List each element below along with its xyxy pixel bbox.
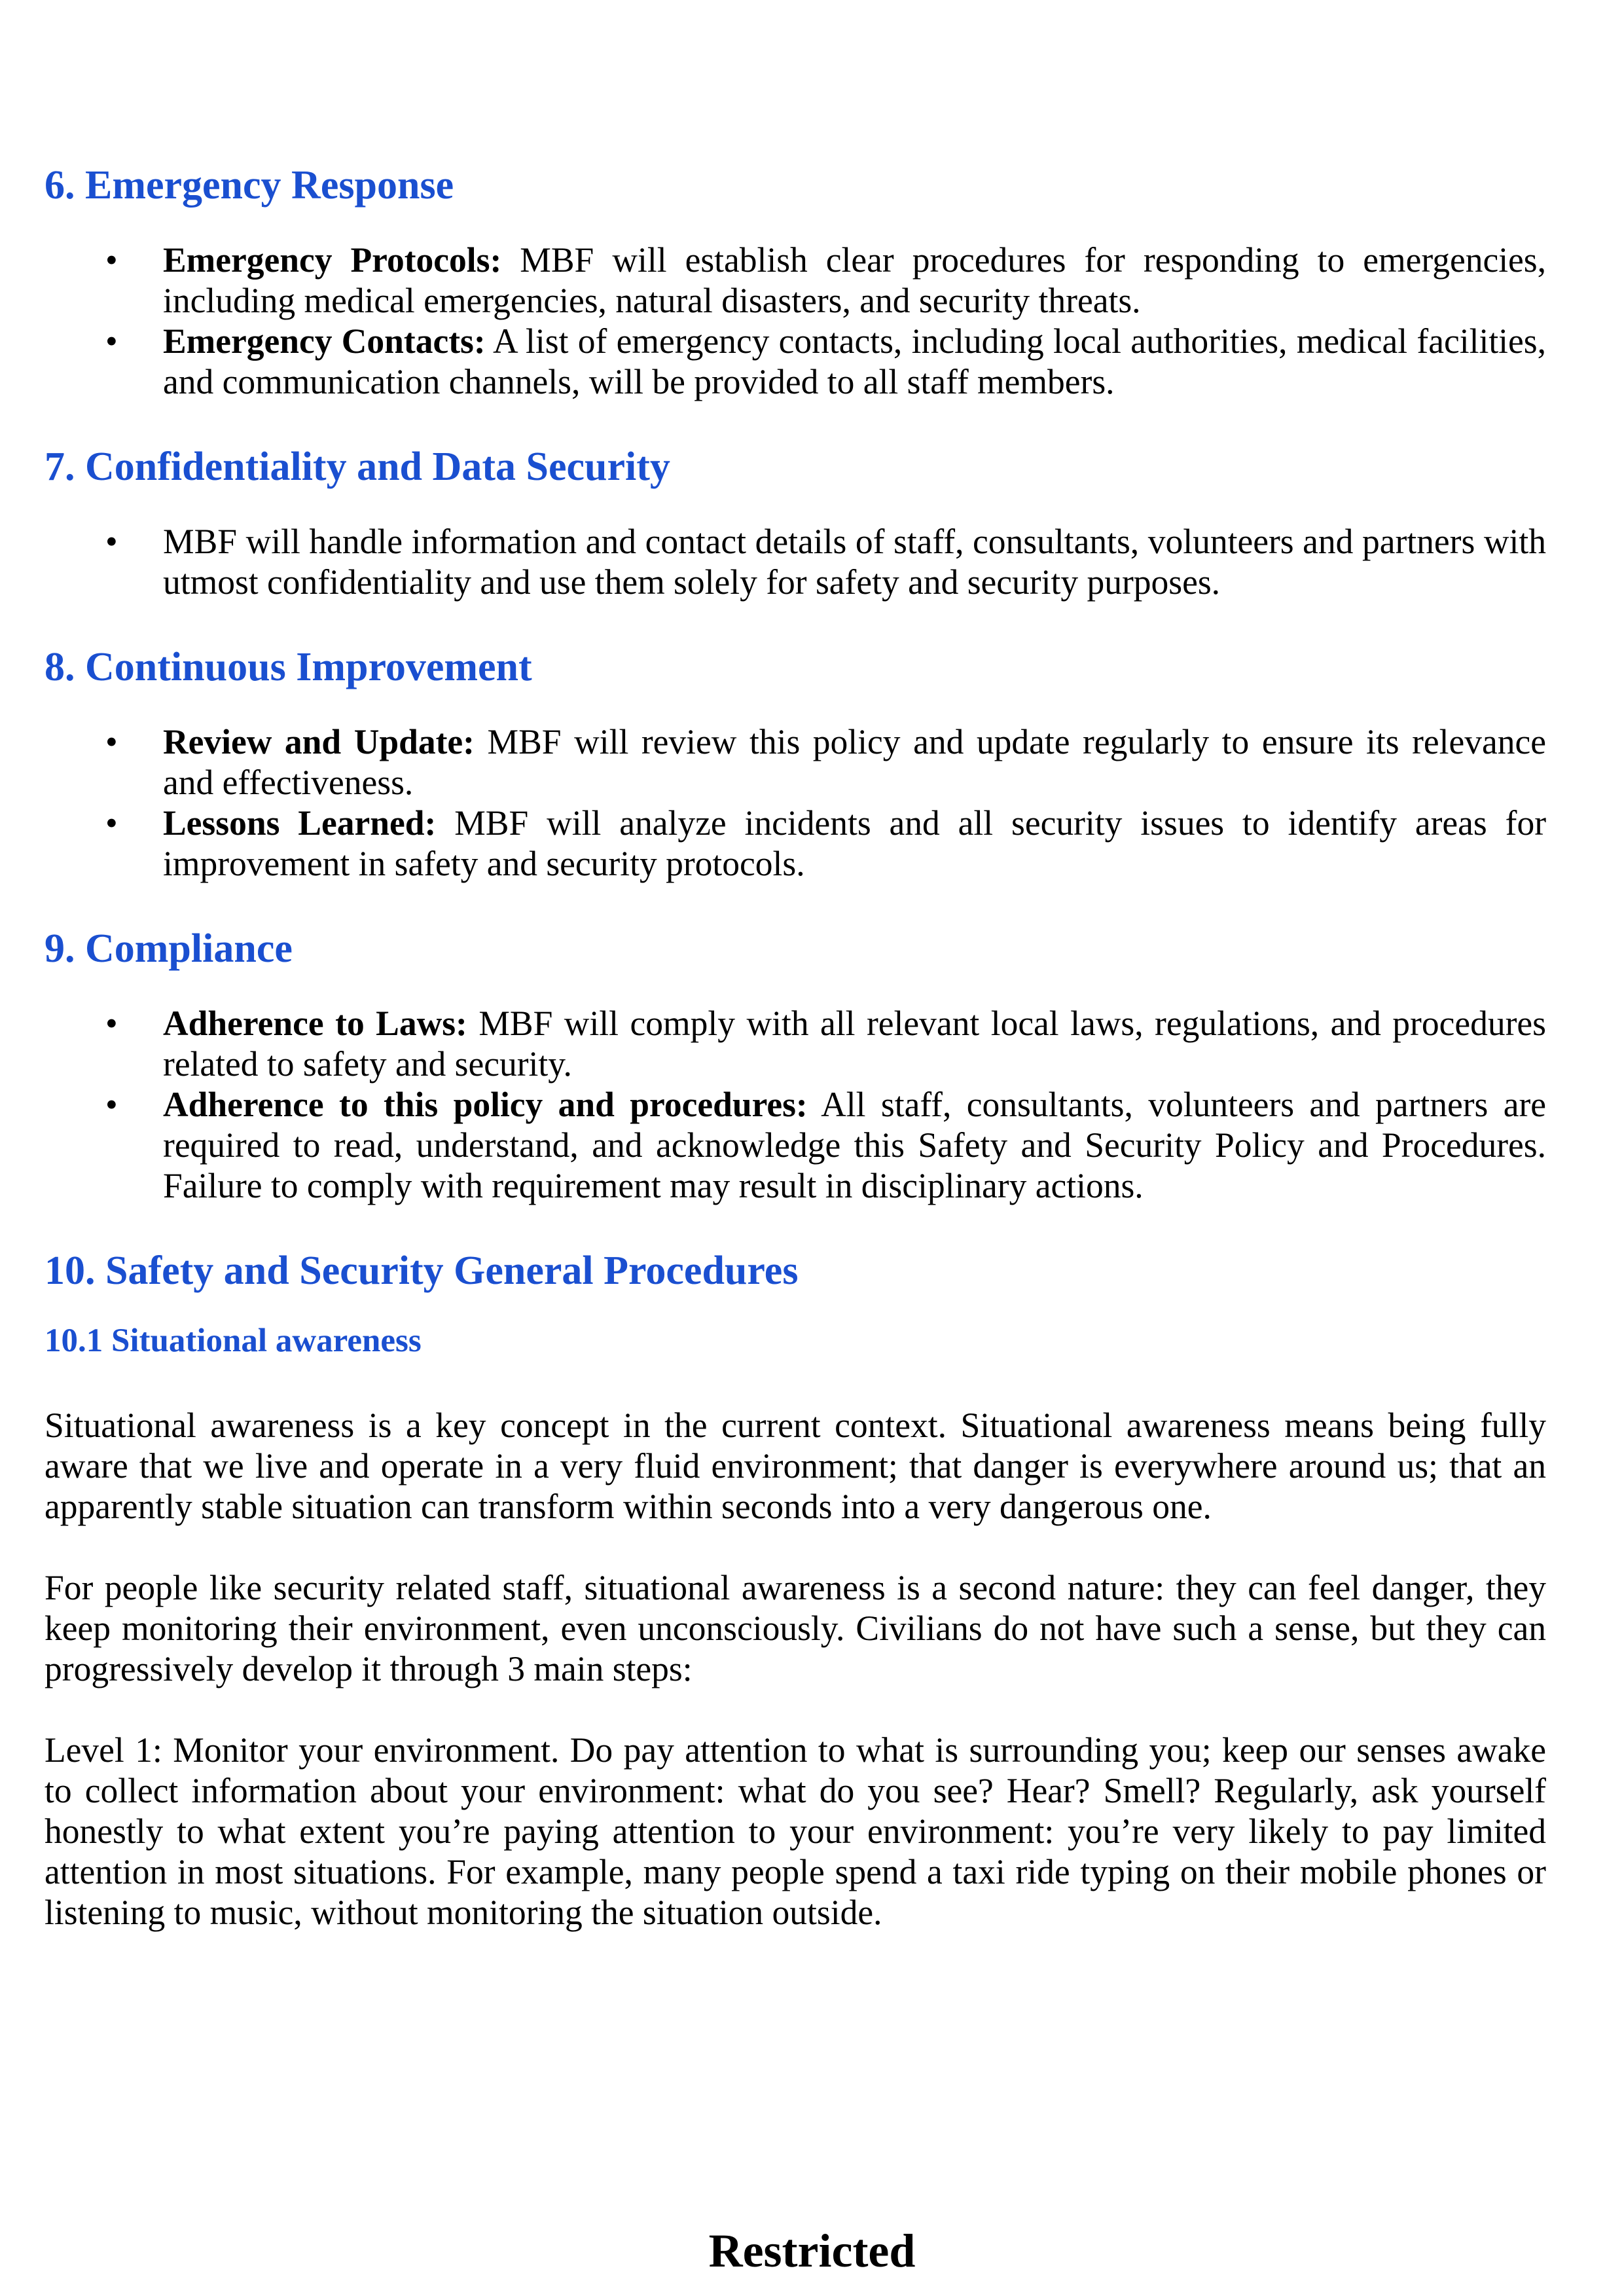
- emergency-response-list: [45, 240, 1546, 402]
- classification-footer: Restricted: [708, 2225, 916, 2277]
- confidentiality-list: [45, 521, 1546, 602]
- item-label: Adherence to Laws:: [163, 1004, 467, 1043]
- section-heading-general-procedures: 10. Safety and Security General Procedures: [45, 1248, 799, 1293]
- bullet-icon: •: [105, 321, 118, 361]
- section-heading-emergency-response: 6. Emergency Response: [45, 163, 454, 208]
- item-text: All staff, consultants, volunteers and partners are required to read, understand, and acknowledge this Safety and Security Policy and Procedures. Failure to comply with requirement may result in disciplinary actions.: [163, 1085, 1547, 1205]
- list-item: [45, 1003, 1546, 1084]
- bullet-icon: •: [105, 240, 118, 280]
- bullet-icon: •: [105, 722, 118, 761]
- item-text: MBF will handle information and contact details of staff, consultants, volunteers and partners with utmost confidentiality and use them solely for safety and security purposes.: [163, 522, 1546, 602]
- bullet-icon: •: [105, 803, 118, 843]
- item-text: MBF will analyze incidents and all security issues to identify areas for improvement in safety and security protocols.: [163, 803, 1547, 883]
- list-item: [45, 803, 1546, 884]
- bullet-icon: •: [105, 1004, 118, 1043]
- item-label: Emergency Contacts:: [163, 321, 486, 361]
- list-item: [45, 521, 1546, 602]
- paragraph: Situational awareness is a key concept in the current context. Situational awareness means being fully aware that we live and operate in a very fluid environment; that danger is everywhere around us; that an apparently stable situation can transform within seconds into a very dangerous one.: [45, 1406, 1546, 1526]
- list-item: [45, 321, 1546, 402]
- item-text: MBF will comply with all relevant local laws, regulations, and procedures related to safety and security.: [163, 1004, 1546, 1084]
- section-heading-compliance: 9. Compliance: [45, 926, 293, 971]
- paragraph: Level 1: Monitor your environment. Do pay attention to what is surrounding you; keep our senses awake to collect information about your environment: what do you see? Hear? Smell? Regularly, ask yourself honestly to what extent you’re paying attention to your environment: you’re very likely to pay limited attention in most situations. For example, many people spend a taxi ride typing on their mobile phones or listening to music, without monitoring the situation outside.: [45, 1730, 1546, 1932]
- list-item: [45, 721, 1546, 803]
- item-text: A list of emergency contacts, including local authorities, medical facilities, and communication channels, will be provided to all staff members.: [163, 321, 1546, 401]
- continuous-improvement-list: [45, 721, 1546, 884]
- item-label: Review and Update:: [163, 722, 475, 761]
- list-item: [45, 1084, 1546, 1206]
- item-text: MBF will review this policy and update regularly to ensure its relevance and effectiveness.: [163, 722, 1546, 802]
- item-text: MBF will establish clear procedures for responding to emergencies, including medical emergencies, natural disasters, and security threats.: [163, 240, 1546, 320]
- item-label: Lessons Learned:: [163, 803, 437, 843]
- page-content: [45, 162, 1546, 1933]
- subsection-heading-situational-awareness: 10.1 Situational awareness: [45, 1322, 422, 1359]
- paragraph: For people like security related staff, situational awareness is a second nature: they can feel danger, they keep monitoring their environment, even unconsciously. Civilians do not have such a sense, but they can progressively develop it through 3 main steps:: [45, 1568, 1546, 1688]
- section-heading-confidentiality: 7. Confidentiality and Data Security: [45, 445, 670, 489]
- compliance-list: [45, 1003, 1546, 1206]
- item-label: Adherence to this policy and procedures:: [163, 1085, 808, 1124]
- item-label: Emergency Protocols:: [163, 240, 502, 280]
- bullet-icon: •: [105, 1085, 118, 1124]
- bullet-icon: •: [105, 522, 118, 561]
- section-heading-continuous-improvement: 8. Continuous Improvement: [45, 645, 532, 689]
- list-item: [45, 240, 1546, 321]
